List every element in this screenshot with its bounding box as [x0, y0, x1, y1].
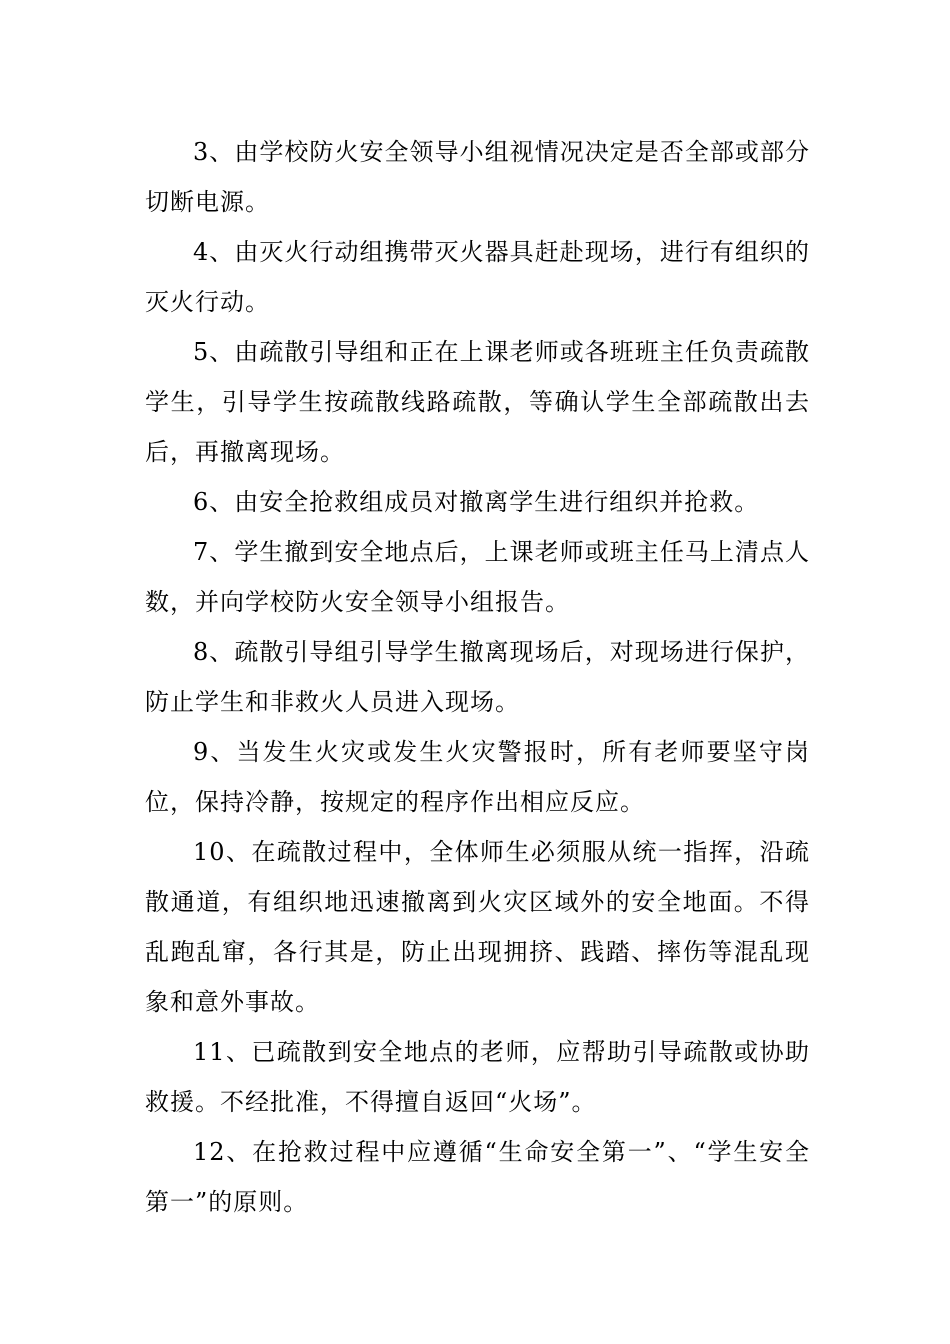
paragraph-item-3: 3、由学校防火安全领导小组视情况决定是否全部或部分切断电源。 — [145, 138, 810, 216]
paragraph-item-11: 11、已疏散到安全地点的老师，应帮助引导疏散或协助救援。不经批准，不得擅自返回“火场”。 — [145, 1038, 810, 1116]
paragraph-item-5: 5、由疏散引导组和正在上课老师或各班班主任负责疏散学生，引导学生按疏散线路疏散，等确认学生全部疏散出去后，再撤离现场。 — [145, 338, 810, 466]
paragraph-item-10: 10、在疏散过程中，全体师生必须服从统一指挥，沿疏散通道，有组织地迅速撤离到火灾区域外的安全地面。不得乱跑乱窜，各行其是，防止出现拥挤、践踏、摔伤等混乱现象和意外事故。 — [145, 838, 810, 1016]
document-body — [145, 127, 810, 1227]
paragraph-item-6: 6、由安全抢救组成员对撤离学生进行组织并抢救。 — [193, 488, 760, 516]
paragraph-item-9: 9、当发生火灾或发生火灾警报时，所有老师要坚守岗位，保持冷静，按规定的程序作出相应反应。 — [145, 738, 810, 816]
paragraph-item-8: 8、疏散引导组引导学生撤离现场后，对现场进行保护，防止学生和非救火人员进入现场。 — [145, 638, 810, 716]
paragraph-item-12: 12、在抢救过程中应遵循“生命安全第一”、“学生安全第一”的原则。 — [145, 1138, 810, 1216]
paragraph-item-4: 4、由灭火行动组携带灭火器具赶赴现场，进行有组织的灭火行动。 — [145, 238, 810, 316]
paragraph-item-7: 7、学生撤到安全地点后，上课老师或班主任马上清点人数，并向学校防火安全领导小组报告。 — [145, 538, 810, 616]
